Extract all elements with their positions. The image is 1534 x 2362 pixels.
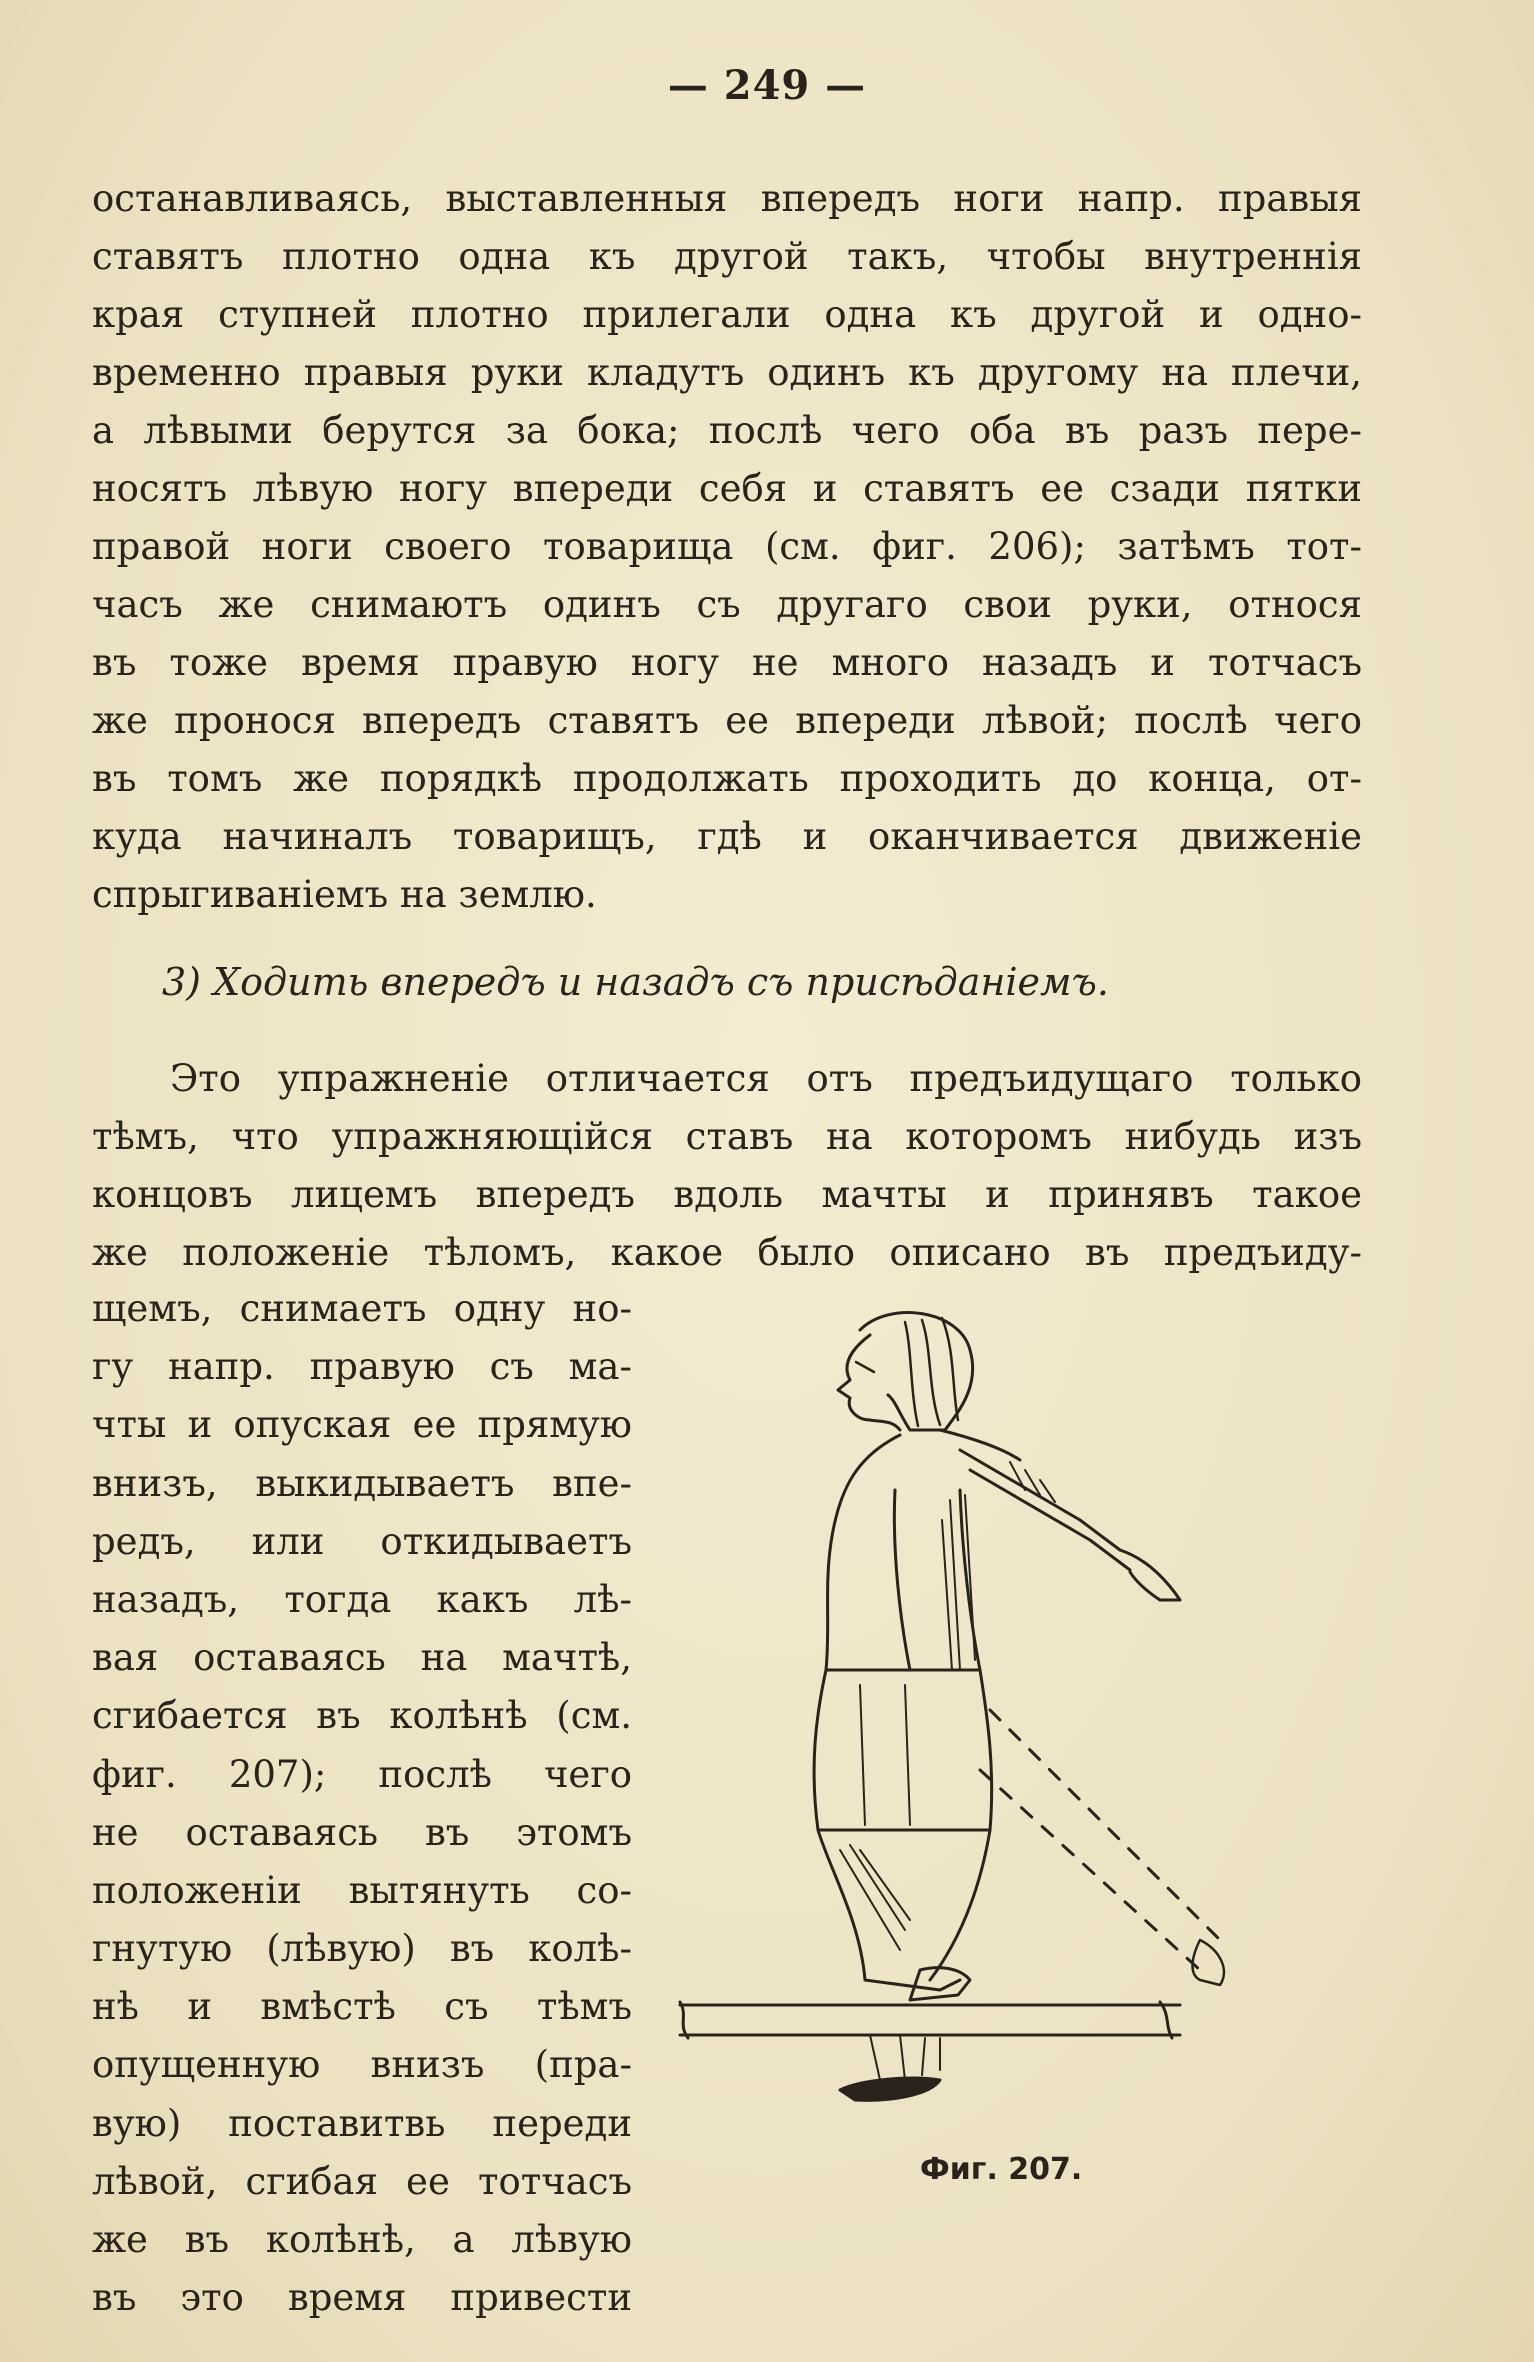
text-line: лѣвой, сгибая ее тотчасъ <box>92 2159 632 2203</box>
text-line: же въ колѣнѣ, а лѣвую <box>92 2218 632 2261</box>
text-line: останавливаясь, выставленныя впередъ ноги напр. правыя <box>92 177 1362 220</box>
text-line: въ томъ же порядкѣ продолжать проходить до конца, от- <box>92 757 1362 800</box>
text-line: же пронося впередъ ставятъ ее впереди лѣвой; послѣ чего <box>92 699 1362 742</box>
figure-caption: Фиг. 207. <box>920 2152 1083 2187</box>
text-line: чты и опуская ее прямую <box>92 1403 632 1447</box>
text-line: куда начиналъ товарищъ, гдѣ и оканчивается движеніе <box>92 815 1362 858</box>
section-heading: 3) Ходить впередъ и назадъ съ присѣданіемъ. <box>162 960 1109 1004</box>
text-line: же положеніе тѣломъ, какое было описано въ предъиду- <box>92 1231 1362 1274</box>
text-line: носятъ лѣвую ногу впереди себя и ставятъ ее сзади пятки <box>92 467 1362 510</box>
text-line: вая оставаясь на мачтѣ, <box>92 1636 632 1680</box>
text-line: часъ же снимаютъ одинъ съ другаго свои руки, относя <box>92 583 1362 626</box>
text-line: временно правыя руки кладутъ одинъ къ другому на плечи, <box>92 351 1362 394</box>
text-line: въ это время привести <box>92 2276 632 2320</box>
text-line: а лѣвыми берутся за бока; послѣ чего оба въ разъ пере- <box>92 409 1362 452</box>
text-line: не оставаясь въ этомъ <box>92 1810 632 1854</box>
text-line: опущенную внизъ (пра- <box>92 2043 632 2087</box>
text-line: фиг. 207); послѣ чего <box>92 1752 632 1796</box>
text-line: вую) поставитвь переди <box>92 2101 632 2145</box>
text-line: правой ноги своего товарища (см. фиг. 206); затѣмъ тот- <box>92 525 1362 568</box>
text-line: положеніи вытянуть со- <box>92 1868 632 1912</box>
figure-207-illustration <box>660 1290 1300 2110</box>
paragraph-wrapped-text <box>92 1280 632 2327</box>
page-number: — 249 — <box>667 62 867 109</box>
text-line: тѣмъ, что упражняющійся ставъ на которомъ нибудь изъ <box>92 1115 1362 1158</box>
text-line: края ступней плотно прилегали одна къ другой и одно- <box>92 293 1362 336</box>
text-line: гу напр. правую съ ма- <box>92 1345 632 1389</box>
text-line: въ тоже время правую ногу не много назадъ и тотчасъ <box>92 641 1362 684</box>
text-line: внизъ, выкидываетъ впе- <box>92 1461 632 1505</box>
paragraph-continued <box>92 170 1362 924</box>
text-line: концовъ лицемъ впередъ вдоль мачты и принявъ такое <box>92 1173 1362 1216</box>
text-line: гнутую (лѣвую) въ колѣ- <box>92 1927 632 1971</box>
text-line: нѣ и вмѣстѣ съ тѣмъ <box>92 1985 632 2029</box>
text-line: назадъ, тогда какъ лѣ- <box>92 1577 632 1621</box>
text-line: ставятъ плотно одна къ другой такъ, чтобы внутреннія <box>92 235 1362 278</box>
paragraph-intro <box>92 1050 1362 1282</box>
text-line: редъ, или откидываетъ <box>92 1519 632 1563</box>
text-line: Это упражненіе отличается отъ предъидущаго только <box>170 1057 1362 1100</box>
text-line: спрыгиваніемъ на землю. <box>92 873 597 916</box>
text-line: щемъ, снимаетъ одну но- <box>92 1287 632 1330</box>
text-line: сгибается въ колѣнѣ (см. <box>92 1694 632 1738</box>
